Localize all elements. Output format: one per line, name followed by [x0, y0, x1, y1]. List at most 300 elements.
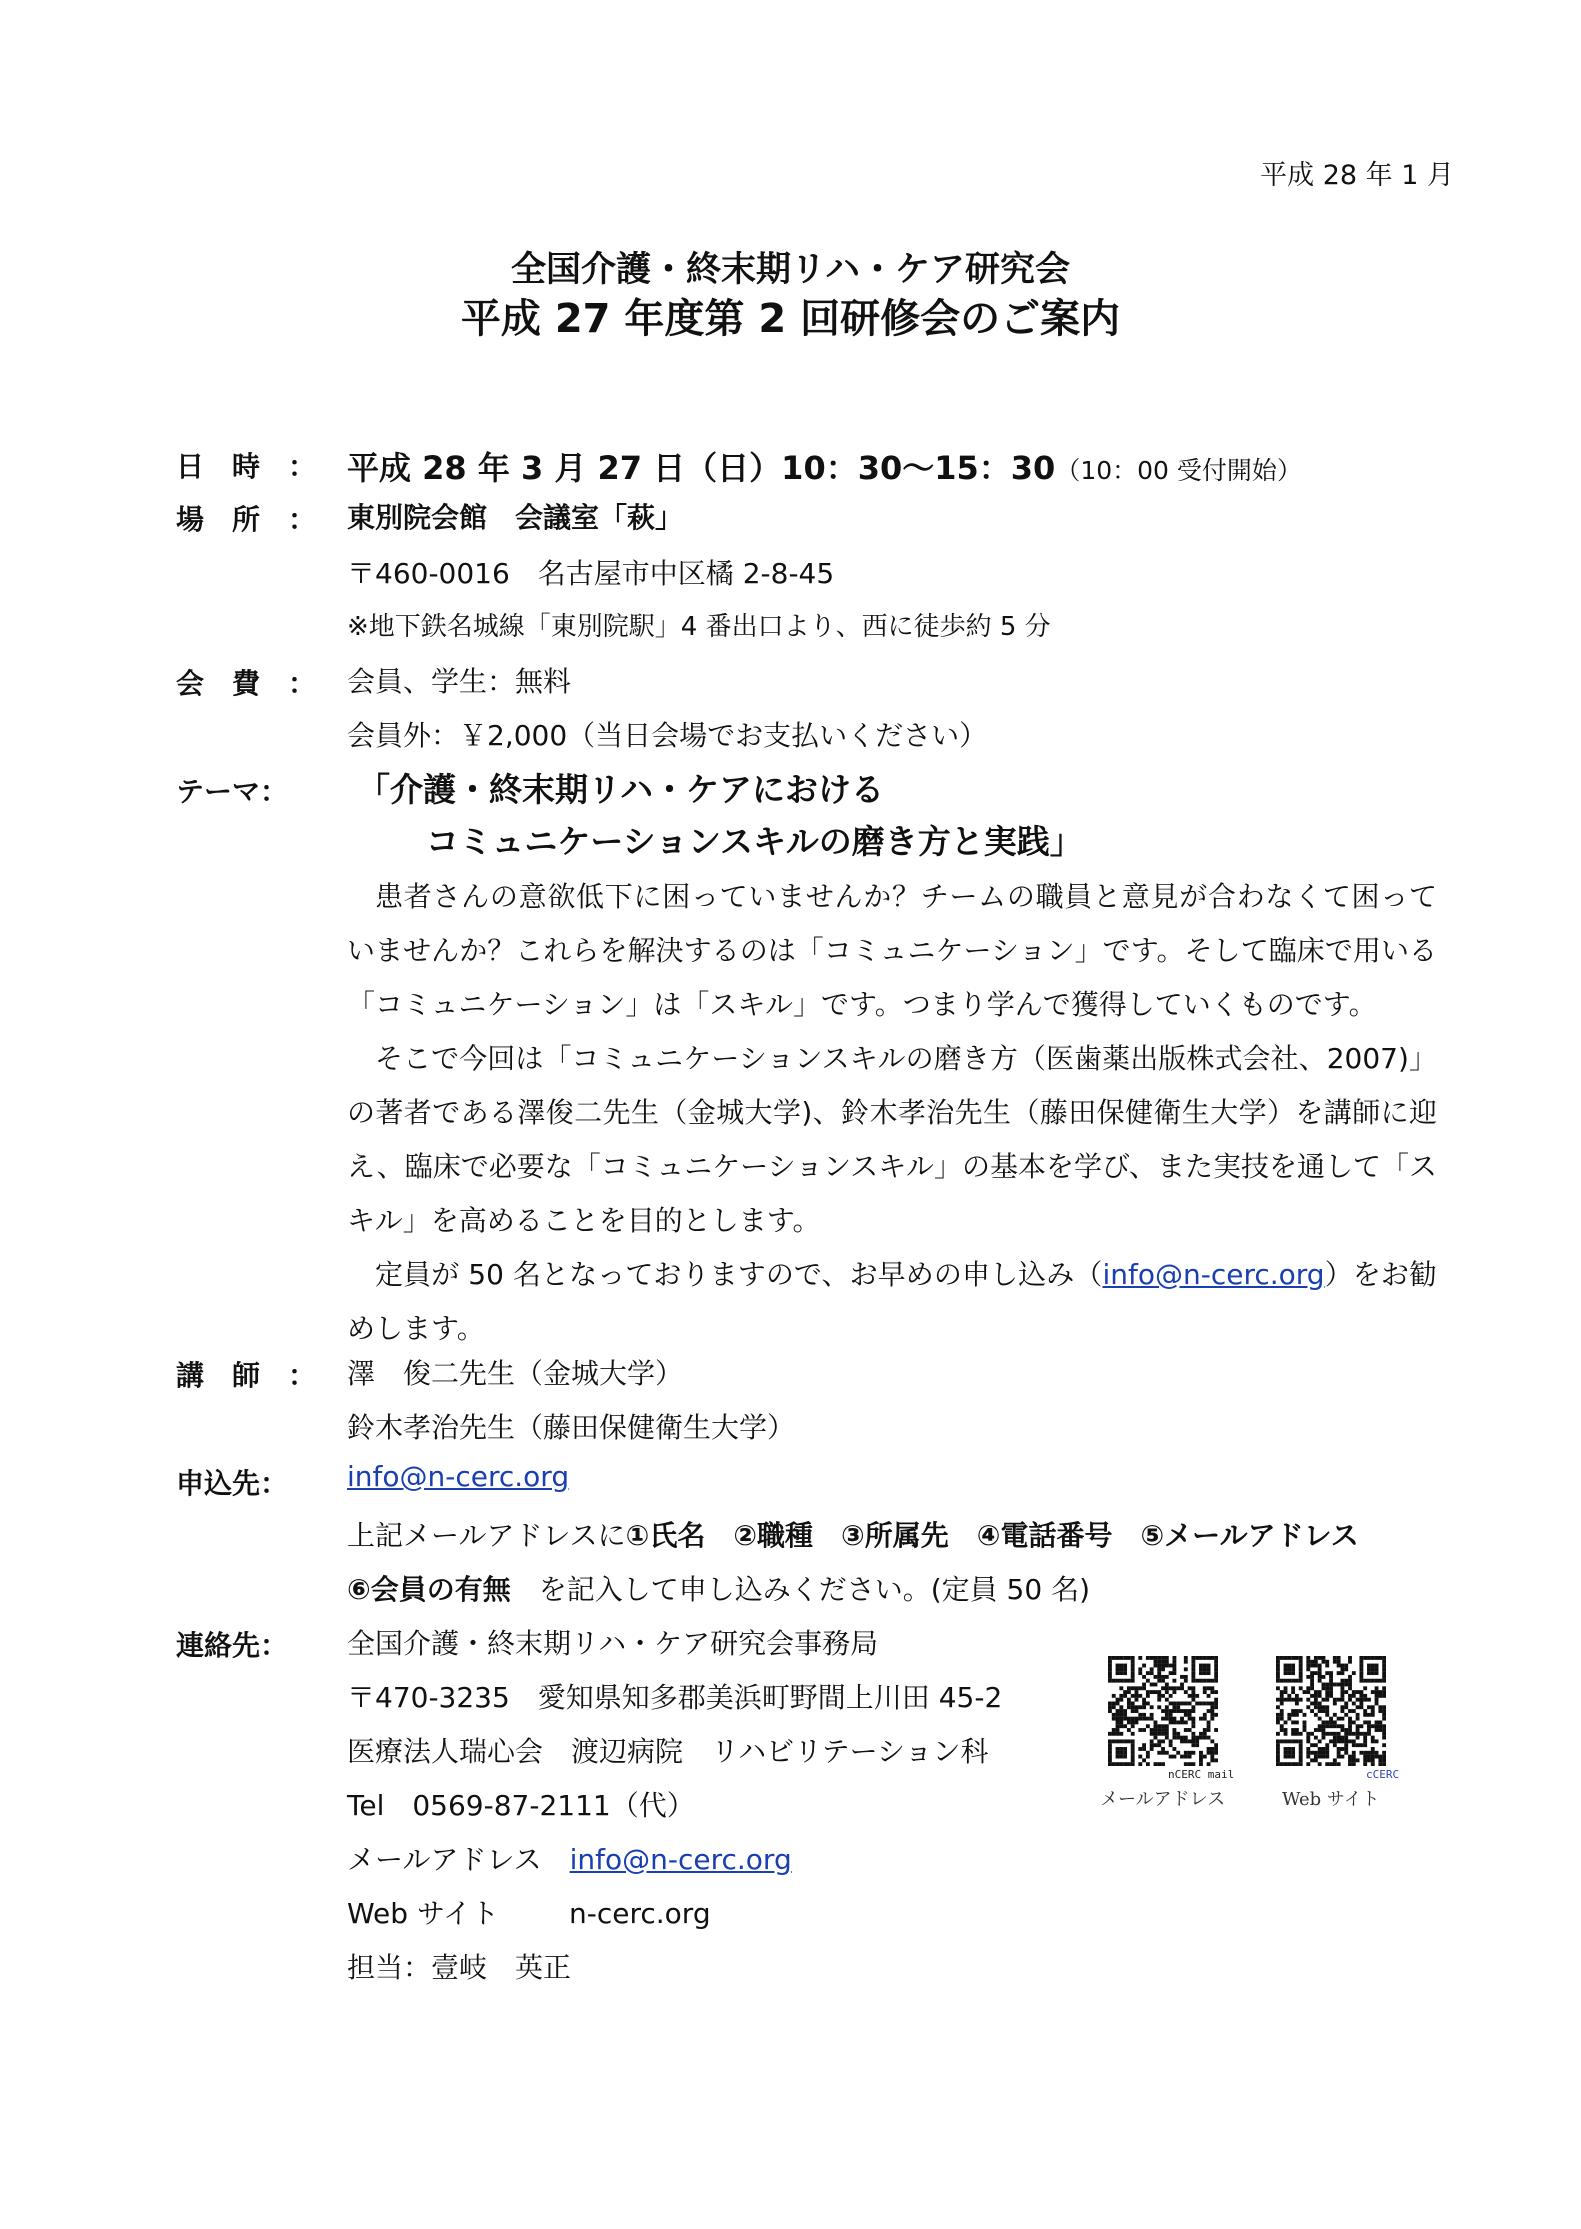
qr-module: [1352, 1709, 1356, 1713]
qr-module: [1146, 1755, 1150, 1759]
qr-module: [1161, 1728, 1165, 1732]
qr-module: [1299, 1747, 1303, 1751]
qr-module: [1210, 1679, 1214, 1683]
qr-module: [1378, 1762, 1382, 1766]
qr-module: [1131, 1675, 1135, 1679]
qr-module: [1348, 1758, 1352, 1762]
qr-module: [1199, 1667, 1203, 1671]
qr-module: [1291, 1686, 1295, 1690]
qr-module: [1112, 1702, 1116, 1706]
qr-module: [1180, 1702, 1184, 1706]
qr-module: [1131, 1702, 1135, 1706]
qr-module: [1184, 1656, 1188, 1660]
qr-module: [1306, 1705, 1310, 1709]
qr-module: [1157, 1694, 1161, 1698]
contact-tel: Tel 0569-87-2111（代）: [347, 1789, 695, 1822]
qr-module: [1188, 1717, 1192, 1721]
qr-module: [1276, 1656, 1280, 1660]
qr-module: [1367, 1713, 1371, 1717]
qr-module: [1172, 1755, 1176, 1759]
qr-module: [1295, 1694, 1299, 1698]
qr-module: [1142, 1698, 1146, 1702]
qr-module: [1195, 1736, 1199, 1740]
qr-module: [1142, 1675, 1146, 1679]
qr-module: [1363, 1751, 1367, 1755]
qr-module: [1329, 1683, 1333, 1687]
qr-module: [1150, 1739, 1154, 1743]
qr-module: [1340, 1736, 1344, 1740]
qr-module: [1169, 1739, 1173, 1743]
qr-module: [1184, 1675, 1188, 1679]
qr-module: [1161, 1732, 1165, 1736]
qr-module: [1199, 1751, 1203, 1755]
qr-module: [1382, 1686, 1386, 1690]
qr-module: [1127, 1728, 1131, 1732]
qr-module: [1318, 1739, 1322, 1743]
qr-module: [1165, 1656, 1169, 1660]
qr-module: [1314, 1755, 1318, 1759]
qr-module: [1314, 1713, 1318, 1717]
qr-module: [1337, 1755, 1341, 1759]
qr-module: [1318, 1671, 1322, 1675]
qr-module: [1322, 1747, 1326, 1751]
qr-module: [1318, 1705, 1322, 1709]
qr-module: [1116, 1698, 1120, 1702]
qr-module: [1210, 1656, 1214, 1660]
qr-module: [1322, 1675, 1326, 1679]
qr-module: [1348, 1732, 1352, 1736]
qr-module: [1337, 1751, 1341, 1755]
qr-module: [1276, 1758, 1280, 1762]
qr-mail-caption: メールアドレス: [1100, 1789, 1226, 1810]
qr-module: [1146, 1724, 1150, 1728]
qr-module: [1161, 1724, 1165, 1728]
contact-web-row: [347, 1892, 711, 1932]
qr-module: [1169, 1664, 1173, 1668]
contact-mail-row: [347, 1838, 792, 1878]
qr-module: [1352, 1739, 1356, 1743]
qr-module: [1299, 1743, 1303, 1747]
qr-module: [1138, 1762, 1142, 1766]
qr-module: [1203, 1717, 1207, 1721]
qr-module: [1191, 1690, 1195, 1694]
qr-module: [1188, 1686, 1192, 1690]
qr-module: [1154, 1690, 1158, 1694]
venue-label: 場 所 ：: [176, 503, 317, 536]
qr-module: [1154, 1728, 1158, 1732]
qr-module: [1337, 1656, 1341, 1660]
qr-module: [1352, 1755, 1356, 1759]
theme-email-link[interactable]: info@n-cerc.org: [1102, 1258, 1325, 1291]
qr-code-website[interactable]: [1276, 1656, 1386, 1766]
qr-module: [1310, 1694, 1314, 1698]
qr-module: [1329, 1762, 1333, 1766]
qr-module: [1150, 1683, 1154, 1687]
qr-module: [1127, 1702, 1131, 1706]
qr-module: [1150, 1728, 1154, 1732]
qr-module: [1363, 1755, 1367, 1759]
qr-module: [1299, 1675, 1303, 1679]
qr-module: [1310, 1675, 1314, 1679]
qr-module: [1135, 1698, 1139, 1702]
qr-module: [1287, 1713, 1291, 1717]
qr-module: [1306, 1690, 1310, 1694]
qr-module: [1172, 1671, 1176, 1675]
qr-module: [1356, 1743, 1360, 1747]
qr-module: [1180, 1686, 1184, 1690]
qr-module: [1359, 1671, 1363, 1675]
qr-module: [1195, 1656, 1199, 1660]
qr-module: [1359, 1702, 1363, 1706]
qr-module: [1318, 1690, 1322, 1694]
lecturer-item: 澤 俊二先生（金城大学）: [347, 1357, 684, 1390]
qr-module: [1322, 1660, 1326, 1664]
qr-module: [1188, 1762, 1192, 1766]
qr-module: [1203, 1656, 1207, 1660]
qr-module: [1299, 1758, 1303, 1762]
qr-module: [1333, 1683, 1337, 1687]
qr-module: [1184, 1728, 1188, 1732]
qr-module: [1359, 1724, 1363, 1728]
qr-module: [1375, 1739, 1379, 1743]
qr-module: [1188, 1694, 1192, 1698]
qr-module: [1207, 1671, 1211, 1675]
qr-module: [1161, 1739, 1165, 1743]
qr-module: [1284, 1698, 1288, 1702]
qr-module: [1348, 1728, 1352, 1732]
qr-module: [1108, 1675, 1112, 1679]
theme-label: テーマ：: [176, 775, 289, 808]
qr-module: [1195, 1739, 1199, 1743]
qr-module: [1348, 1755, 1352, 1759]
qr-module: [1203, 1664, 1207, 1668]
qr-module: [1382, 1694, 1386, 1698]
qr-module: [1203, 1679, 1207, 1683]
qr-module: [1382, 1667, 1386, 1671]
qr-module: [1150, 1713, 1154, 1717]
qr-module: [1207, 1736, 1211, 1740]
qr-module: [1280, 1713, 1284, 1717]
qr-module: [1344, 1679, 1348, 1683]
qr-module: [1352, 1671, 1356, 1675]
qr-module: [1191, 1686, 1195, 1690]
qr-module: [1382, 1705, 1386, 1709]
qr-module: [1199, 1736, 1203, 1740]
qr-module: [1214, 1698, 1218, 1702]
qr-module: [1287, 1664, 1291, 1668]
qr-module: [1123, 1667, 1127, 1671]
qr-module: [1367, 1679, 1371, 1683]
application-fields: ①氏名 ②職種 ③所属先 ④電話番号 ⑤メールアドレス: [625, 1519, 1359, 1552]
qr-module: [1131, 1694, 1135, 1698]
qr-module: [1142, 1728, 1146, 1732]
qr-module: [1337, 1683, 1341, 1687]
qr-module: [1299, 1739, 1303, 1743]
qr-module: [1191, 1660, 1195, 1664]
qr-module: [1165, 1732, 1169, 1736]
qr-module: [1184, 1751, 1188, 1755]
qr-module: [1333, 1736, 1337, 1740]
qr-module: [1344, 1747, 1348, 1751]
qr-module: [1138, 1728, 1142, 1732]
qr-module: [1207, 1762, 1211, 1766]
contact-web-url[interactable]: n-cerc.org: [569, 1897, 711, 1930]
qr-module: [1340, 1755, 1344, 1759]
qr-module: [1123, 1755, 1127, 1759]
qr-module: [1207, 1702, 1211, 1706]
qr-module: [1333, 1743, 1337, 1747]
qr-code-mail[interactable]: [1108, 1656, 1218, 1766]
qr-module: [1207, 1664, 1211, 1668]
qr-module: [1154, 1762, 1158, 1766]
qr-module: [1138, 1671, 1142, 1675]
qr-module: [1210, 1686, 1214, 1690]
qr-module: [1310, 1664, 1314, 1668]
qr-module: [1318, 1667, 1322, 1671]
qr-module: [1322, 1751, 1326, 1755]
qr-module: [1127, 1656, 1131, 1660]
qr-module: [1116, 1664, 1120, 1668]
qr-module: [1375, 1686, 1379, 1690]
qr-module: [1371, 1705, 1375, 1709]
qr-module: [1295, 1732, 1299, 1736]
qr-module: [1344, 1728, 1348, 1732]
qr-module: [1276, 1751, 1280, 1755]
qr-module: [1131, 1667, 1135, 1671]
qr-module: [1180, 1717, 1184, 1721]
qr-module: [1157, 1705, 1161, 1709]
qr-module: [1165, 1675, 1169, 1679]
qr-module: [1131, 1732, 1135, 1736]
qr-module: [1276, 1762, 1280, 1766]
qr-module: [1138, 1686, 1142, 1690]
qr-module: [1322, 1705, 1326, 1709]
qr-module: [1382, 1664, 1386, 1668]
qr-module: [1325, 1724, 1329, 1728]
qr-module: [1280, 1728, 1284, 1732]
qr-module: [1375, 1755, 1379, 1759]
qr-module: [1119, 1755, 1123, 1759]
qr-module: [1356, 1728, 1360, 1732]
qr-module: [1108, 1747, 1112, 1751]
qr-module: [1325, 1690, 1329, 1694]
qr-module: [1348, 1709, 1352, 1713]
qr-module: [1375, 1690, 1379, 1694]
qr-module: [1371, 1656, 1375, 1660]
qr-module: [1276, 1747, 1280, 1751]
qr-module: [1363, 1758, 1367, 1762]
qr-module: [1344, 1713, 1348, 1717]
qr-module: [1119, 1751, 1123, 1755]
qr-module: [1131, 1743, 1135, 1747]
qr-module: [1291, 1747, 1295, 1751]
qr-module: [1131, 1656, 1135, 1660]
qr-module: [1112, 1762, 1116, 1766]
qr-module: [1363, 1762, 1367, 1766]
qr-module: [1184, 1713, 1188, 1717]
qr-module: [1287, 1751, 1291, 1755]
qr-module: [1348, 1675, 1352, 1679]
qr-module: [1123, 1690, 1127, 1694]
qr-module: [1322, 1736, 1326, 1740]
qr-module: [1318, 1724, 1322, 1728]
qr-module: [1276, 1660, 1280, 1664]
schedule-label: 日 時 ：: [176, 450, 317, 483]
qr-module: [1195, 1702, 1199, 1706]
qr-module: [1367, 1720, 1371, 1724]
qr-module: [1116, 1720, 1120, 1724]
qr-module: [1188, 1709, 1192, 1713]
qr-module: [1363, 1698, 1367, 1702]
qr-module: [1214, 1743, 1218, 1747]
qr-module: [1359, 1705, 1363, 1709]
qr-module: [1325, 1732, 1329, 1736]
theme-title-line1: 「介護・終末期リハ・ケアにおける: [357, 770, 885, 809]
qr-module: [1199, 1664, 1203, 1668]
qr-module: [1146, 1656, 1150, 1660]
qr-module: [1378, 1709, 1382, 1713]
qr-module: [1116, 1702, 1120, 1706]
qr-module: [1314, 1694, 1318, 1698]
qr-module: [1284, 1690, 1288, 1694]
qr-module: [1172, 1702, 1176, 1706]
qr-module: [1172, 1660, 1176, 1664]
qr-module: [1359, 1675, 1363, 1679]
qr-module: [1340, 1709, 1344, 1713]
qr-module: [1108, 1705, 1112, 1709]
qr-module: [1172, 1736, 1176, 1740]
qr-module: [1284, 1739, 1288, 1743]
qr-module: [1188, 1755, 1192, 1759]
qr-module: [1199, 1702, 1203, 1706]
qr-module: [1284, 1728, 1288, 1732]
qr-module: [1325, 1664, 1329, 1668]
qr-module: [1161, 1747, 1165, 1751]
qr-module: [1367, 1656, 1371, 1660]
application-label: 申込先：: [176, 1467, 289, 1500]
qr-module: [1214, 1751, 1218, 1755]
qr-module: [1157, 1732, 1161, 1736]
qr-module: [1161, 1709, 1165, 1713]
qr-module: [1378, 1758, 1382, 1762]
qr-module: [1329, 1675, 1333, 1679]
qr-module: [1280, 1702, 1284, 1706]
qr-module: [1138, 1717, 1142, 1721]
qr-module: [1299, 1762, 1303, 1766]
qr-module: [1165, 1713, 1169, 1717]
qr-module: [1325, 1755, 1329, 1759]
qr-module: [1131, 1686, 1135, 1690]
qr-module: [1142, 1686, 1146, 1690]
qr-module: [1340, 1728, 1344, 1732]
qr-module: [1322, 1698, 1326, 1702]
qr-module: [1303, 1724, 1307, 1728]
qr-module: [1165, 1705, 1169, 1709]
qr-module: [1378, 1705, 1382, 1709]
qr-module: [1318, 1694, 1322, 1698]
qr-module: [1284, 1679, 1288, 1683]
qr-module: [1188, 1702, 1192, 1706]
qr-module: [1284, 1732, 1288, 1736]
qr-module: [1371, 1679, 1375, 1683]
qr-module: [1184, 1736, 1188, 1740]
qr-module: [1276, 1705, 1280, 1709]
qr-module: [1138, 1694, 1142, 1698]
qr-module: [1367, 1758, 1371, 1762]
fee-nonmembers: 会員外：￥2,000（当日会場でお支払いください）: [347, 719, 988, 752]
qr-module: [1314, 1660, 1318, 1664]
qr-module: [1299, 1664, 1303, 1668]
qr-module: [1161, 1679, 1165, 1683]
application-email-link[interactable]: info@n-cerc.org: [347, 1460, 570, 1493]
qr-module: [1291, 1762, 1295, 1766]
qr-module: [1214, 1758, 1218, 1762]
qr-module: [1161, 1694, 1165, 1698]
qr-module: [1280, 1679, 1284, 1683]
qr-module: [1344, 1736, 1348, 1740]
qr-module: [1150, 1705, 1154, 1709]
qr-module: [1207, 1656, 1211, 1660]
qr-module: [1108, 1709, 1112, 1713]
qr-module: [1280, 1698, 1284, 1702]
qr-module: [1284, 1686, 1288, 1690]
qr-module: [1172, 1686, 1176, 1690]
qr-module: [1116, 1728, 1120, 1732]
contact-label: 連絡先：: [176, 1629, 289, 1662]
qr-module: [1142, 1664, 1146, 1668]
theme-paragraph-2: そこで今回は「コミュニケーションスキルの磨き方（医歯薬出版株式会社、2007)」の著者である澤俊二先生（金城大学)、鈴木孝治先生（藤田保健衛生大学）を講師に迎え、臨床で必要な「コミュニケーションスキル」の基本を学び、また実技を通して「スキル」を高めることを目的とします。: [347, 1042, 1437, 1237]
qr-module: [1329, 1679, 1333, 1683]
qr-module: [1138, 1755, 1142, 1759]
qr-module: [1138, 1705, 1142, 1709]
qr-module: [1157, 1675, 1161, 1679]
qr-module: [1378, 1728, 1382, 1732]
qr-module: [1146, 1671, 1150, 1675]
qr-module: [1169, 1686, 1173, 1690]
qr-module: [1291, 1755, 1295, 1759]
qr-module: [1367, 1755, 1371, 1759]
contact-mail-link[interactable]: info@n-cerc.org: [569, 1843, 792, 1876]
qr-module: [1131, 1679, 1135, 1683]
qr-module: [1276, 1679, 1280, 1683]
venue-address: 〒460-0016 名古屋市中区橘 2-8-45: [347, 557, 835, 590]
qr-module: [1116, 1762, 1120, 1766]
qr-module: [1165, 1683, 1169, 1687]
qr-module: [1119, 1679, 1123, 1683]
qr-module: [1329, 1732, 1333, 1736]
qr-module: [1207, 1709, 1211, 1713]
qr-module: [1161, 1717, 1165, 1721]
qr-module: [1382, 1709, 1386, 1713]
qr-module: [1199, 1755, 1203, 1759]
qr-module: [1356, 1690, 1360, 1694]
qr-module: [1382, 1728, 1386, 1732]
qr-module: [1172, 1656, 1176, 1660]
qr-module: [1340, 1747, 1344, 1751]
qr-module: [1123, 1671, 1127, 1675]
qr-module: [1131, 1717, 1135, 1721]
qr-module: [1119, 1698, 1123, 1702]
qr-module: [1135, 1694, 1139, 1698]
qr-module: [1322, 1709, 1326, 1713]
qr-module: [1367, 1698, 1371, 1702]
qr-module: [1306, 1755, 1310, 1759]
qr-module: [1306, 1660, 1310, 1664]
qr-module: [1348, 1717, 1352, 1721]
qr-module: [1135, 1705, 1139, 1709]
qr-module: [1176, 1732, 1180, 1736]
qr-module: [1135, 1717, 1139, 1721]
